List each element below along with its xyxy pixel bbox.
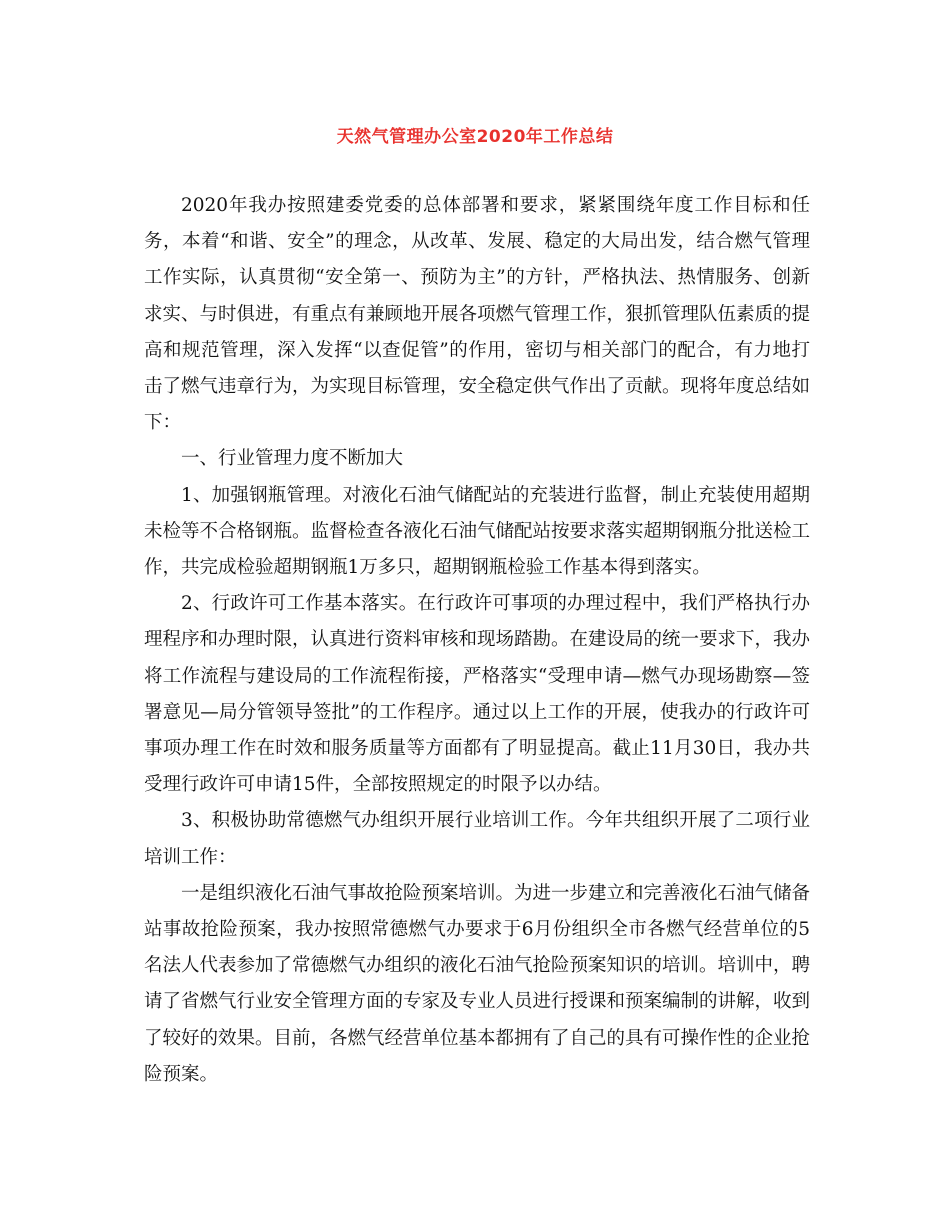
document-body: [144, 188, 810, 1093]
section-heading-industry-management: 一、行业管理力度不断加大: [181, 448, 404, 470]
paragraph-emergency-plan-training: 一是组织液化石油气事故抢险预案培训。为进一步建立和完善液化石油气储备站事故抢险预案，我办按照常德燃气办要求于6月份组织全市各燃气经营单位的5名法人代表参加了常德燃气办组织的液化石油气抢险预案知识的培训。培训中，聘请了省燃气行业安全管理方面的专家及专业人员进行授课和预案编制的讲解，收到了较好的效果。目前，各燃气经营单位基本都拥有了自己的具有可操作性的企业抢险预案。: [144, 882, 811, 1085]
paragraph-cylinder-management: 1、加强钢瓶管理。对液化石油气储配站的充装进行监督，制止充装使用超期未检等不合格钢瓶。监督检查各液化石油气储配站按要求落实超期钢瓶分批送检工作，共完成检验超期钢瓶1万多只，超期钢瓶检验工作基本得到落实。: [144, 484, 811, 579]
paragraph-industry-training: 3、积极协助常德燃气办组织开展行业培训工作。今年共组织开展了二项行业培训工作：: [144, 810, 810, 868]
paragraph-administrative-licensing: 2、行政许可工作基本落实。在行政许可事项的办理过程中，我们严格执行办理程序和办理时限，认真进行资料审核和现场踏勘。在建设局的统一要求下，我办将工作流程与建设局的工作流程衔接，严格落实“受理申请—燃气办现场勘察—签署意见—局分管领导签批”的工作程序。通过以上工作的开展，使我办的行政许可事项办理工作在时效和服务质量等方面都有了明显提高。截止11月30日，我办共受理行政许可申请15件，全部按照规定的时限予以办结。: [144, 593, 811, 796]
paragraph-intro: 2020年我办按照建委党委的总体部署和要求，紧紧围绕年度工作目标和任务，本着“和谐、安全”的理念，从改革、发展、稳定的大局出发，结合燃气管理工作实际，认真贯彻“安全第一、预防为主”的方针，严格执法、热情服务、创新求实、与时俱进，有重点有兼顾地开展各项燃气管理工作，狠抓管理队伍素质的提高和规范管理，深入发挥“以查促管”的作用，密切与相关部门的配合，有力地打击了燃气违章行为，为实现目标管理，安全稳定供气作出了贡献。现将年度总结如下：: [144, 195, 811, 434]
document-title: 天然气管理办公室2020年工作总结: [336, 127, 614, 147]
